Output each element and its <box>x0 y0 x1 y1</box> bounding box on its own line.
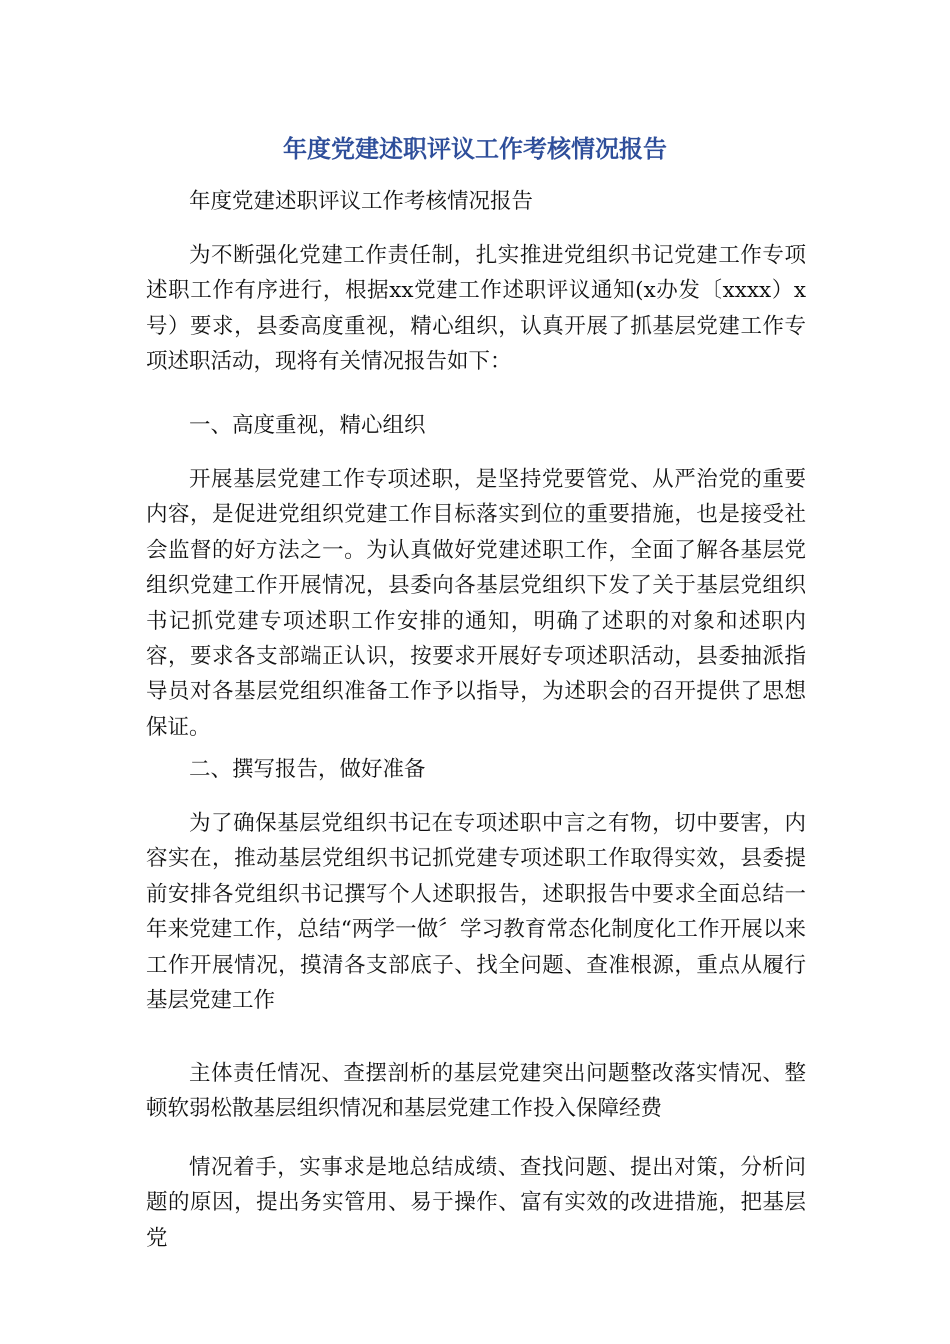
section-1-paragraph: 开展基层党建工作专项述职，是坚持党要管党、从严治党的重要内容，是促进党组织党建工作目标落实到位的重要措施，也是接受社会监督的好方法之一。为认真做好党建述职工作，全面了解各基层党组织党建工作开展情况，县委向各基层党组织下发了关于基层党组织书记抓党建专项述职工作安排的通知，明确了述职的对象和述职内容，要求各支部端正认识，按要求开展好专项述职活动，县委抽派指导员对各基层党组织准备工作予以指导，为述职会的召开提供了思想保证。 <box>146 467 806 740</box>
section-2-continuation-2: 情况着手，实事求是地总结成绩、查找问题、提出对策，分析问题的原因，提出务实管用、易于操作、富有实效的改进措施，把基层党 <box>146 1155 806 1251</box>
intro-paragraph: 为不断强化党建工作责任制，扎实推进党组织书记党建工作专项述职工作有序进行，根据xx党建工作述职评议通知(x办发〔xxxx）x号）要求，县委高度重视，精心组织，认真开展了抓基层党建工作专项述职活动，现将有关情况报告如下： <box>146 243 806 375</box>
document-title: 年度党建述职评议工作考核情况报告 <box>283 135 667 163</box>
section-2-continuation-1: 主体责任情况、查摆剖析的基层党建突出问题整改落实情况、整顿软弱松散基层组织情况和基层党建工作投入保障经费 <box>146 1061 806 1122</box>
section-2-paragraph: 为了确保基层党组织书记在专项述职中言之有物，切中要害，内容实在，推动基层党组织书记抓党建专项述职工作取得实效，县委提前安排各党组织书记撰写个人述职报告，述职报告中要求全面总结一年来党建工作，总结“两学一做〞学习教育常态化制度化工作开展以来工作开展情况，摸清各支部底子、找全问题、查准根源，重点从履行基层党建工作 <box>146 811 806 1014</box>
section-2-heading: 二、撰写报告，做好准备 <box>189 757 426 782</box>
section-1-heading: 一、高度重视，精心组织 <box>189 413 426 438</box>
document-subtitle: 年度党建述职评议工作考核情况报告 <box>189 189 534 214</box>
